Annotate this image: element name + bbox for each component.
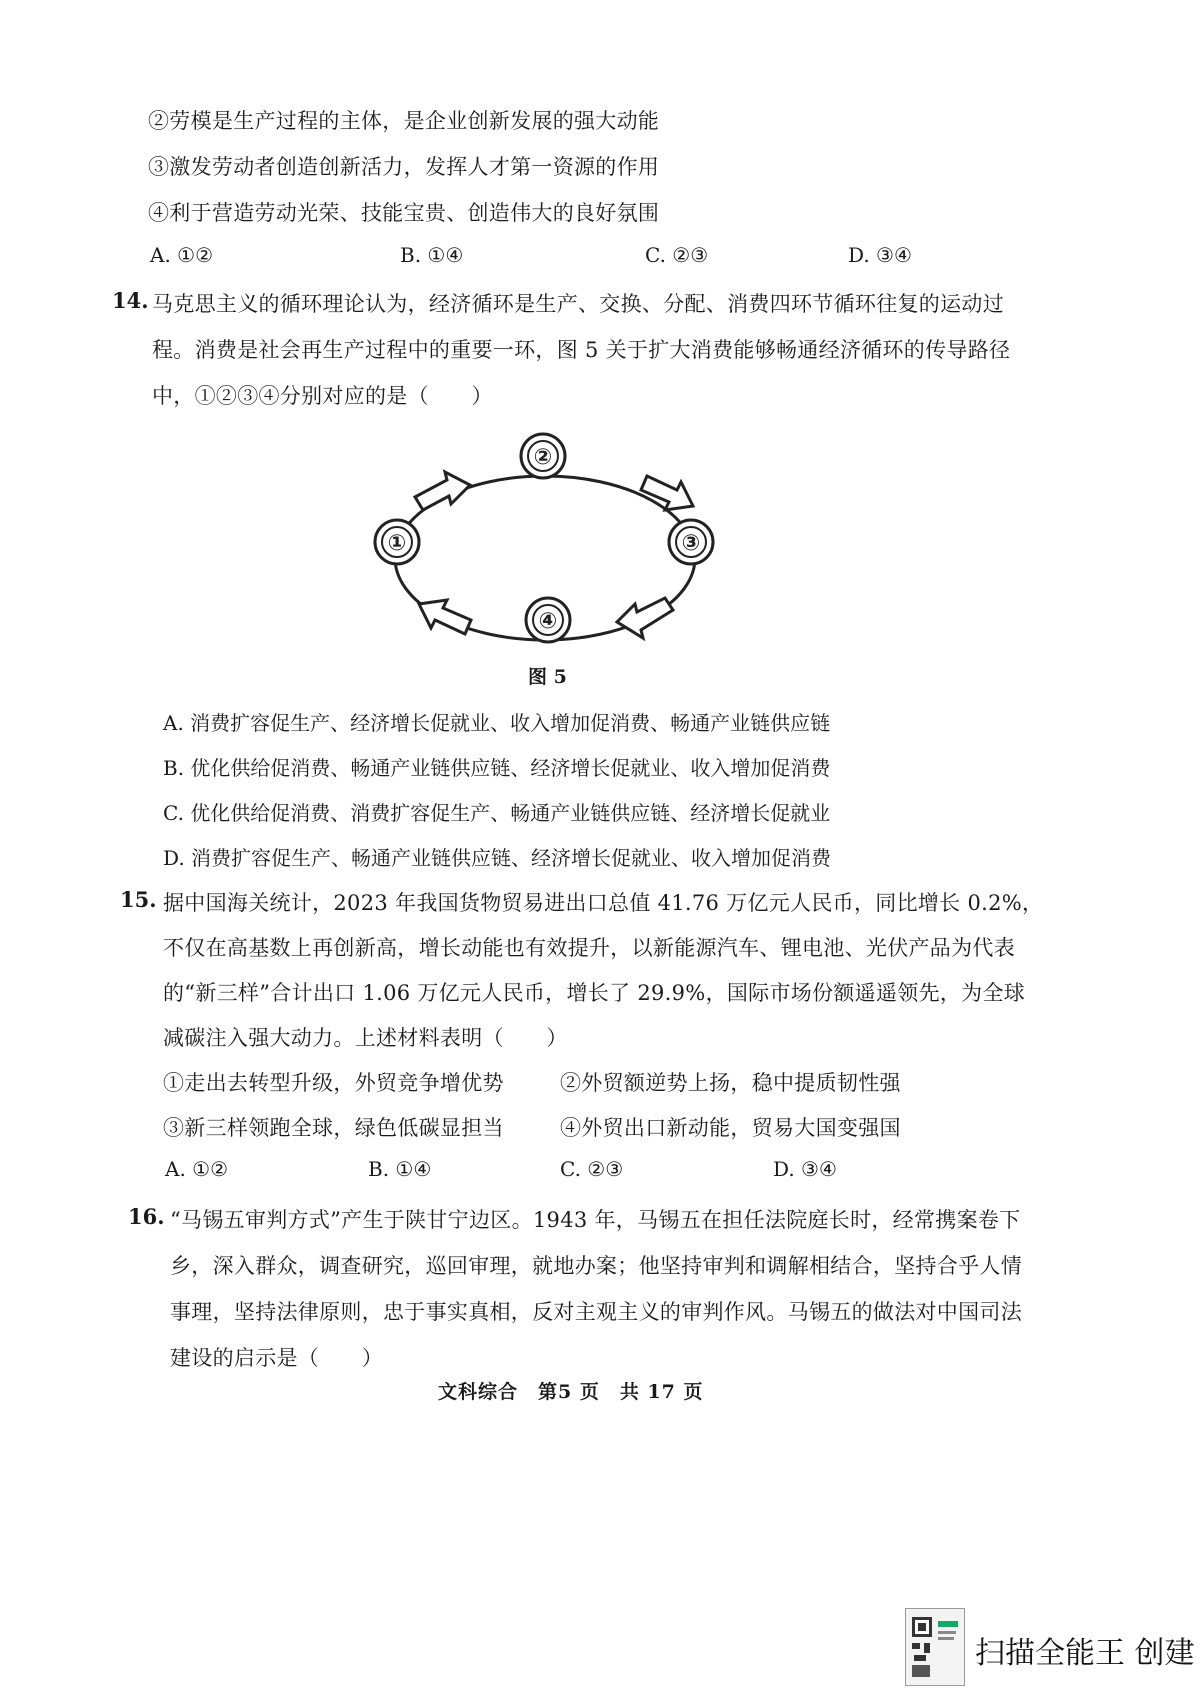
arrow-top-left (415, 472, 470, 510)
q15-item-2: ②外贸额逆势上扬，稳中提质韧性强 (560, 1071, 901, 1095)
node-2-label: ② (533, 445, 553, 470)
node-1-label: ① (387, 531, 407, 556)
q14-option-a: A. 消费扩容促生产、经济增长促就业、收入增加促消费、畅通产业链供应链 (163, 711, 831, 735)
q16-stem-1: “马锡五审判方式”产生于陕甘宁边区。1943 年，马锡五在担任法院庭长时，经常携案卷下 (170, 1208, 1021, 1232)
q15-number: 15. (120, 887, 157, 912)
node-4 (526, 598, 570, 642)
q15-option-a: A. ①② (165, 1157, 229, 1181)
q15-stem-2: 不仅在高基数上再创新高，增长动能也有效提升，以新能源汽车、锂电池、光伏产品为代表 (163, 936, 1015, 960)
q14-stem-2: 程。消费是社会再生产过程中的重要一环，图 5 关于扩大消费能够畅通经济循环的传导路径 (152, 338, 1011, 362)
q15-option-d: D. ③④ (773, 1157, 837, 1181)
q14-stem-1: 马克思主义的循环理论认为，经济循环是生产、交换、分配、消费四环节循环往复的运动过 (152, 292, 1004, 316)
node-3-label: ③ (681, 531, 701, 556)
arrow-top-right (641, 476, 693, 510)
q15-stem-1: 据中国海关统计，2023 年我国货物贸易进出口总值 41.76 万亿元人民币，同比增长 0.2%， (163, 891, 1044, 915)
q14-option-c: C. 优化供给促消费、消费扩容促生产、畅通产业链供应链、经济增长促就业 (163, 801, 831, 825)
node-1 (375, 520, 419, 564)
q15-stem-3: 的“新三样”合计出口 1.06 万亿元人民币，增长了 29.9%，国际市场份额遥遥领先，为全球 (163, 981, 1026, 1005)
q15-item-4: ④外贸出口新动能，贸易大国变强国 (560, 1116, 901, 1140)
node-2 (521, 434, 565, 478)
q13-option-c: C. ②③ (645, 243, 709, 267)
arrow-bottom-right (617, 598, 673, 638)
figure-caption: 图 5 (528, 666, 567, 688)
q15-item-1: ①走出去转型升级，外贸竞争增优势 (163, 1071, 504, 1095)
scanner-logo-icon (905, 1608, 965, 1686)
q14-option-b: B. 优化供给促消费、畅通产业链供应链、经济增长促就业、收入增加促消费 (163, 756, 831, 780)
q13-option-b: B. ①④ (400, 243, 464, 267)
node-4-label: ④ (538, 609, 558, 634)
arrow-bottom-left (419, 600, 471, 634)
q16-stem-3: 事理，坚持法律原则，忠于事实真相，反对主观主义的审判作风。马锡五的做法对中国司法 (170, 1300, 1022, 1324)
q15-item-3: ③新三样领跑全球，绿色低碳显担当 (163, 1116, 504, 1140)
page-footer: 文科综合 第5 页 共 17 页 (438, 1381, 704, 1403)
q13-item-2: ②劳模是生产过程的主体，是企业创新发展的强大动能 (148, 109, 660, 133)
q13-item-4: ④利于营造劳动光荣、技能宝贵、创造伟大的良好氛围 (148, 201, 660, 225)
q15-stem-4: 减碳注入强大动力。上述材料表明（ ） (163, 1026, 568, 1050)
watermark-text: 扫描全能王 创建 (975, 1636, 1195, 1671)
q13-option-a: A. ①② (150, 243, 214, 267)
q16-stem-2: 乡，深入群众，调查研究，巡回审理，就地办案；他坚持审判和调解相结合，坚持合乎人情 (170, 1254, 1022, 1278)
q14-option-d: D. 消费扩容促生产、畅通产业链供应链、经济增长促就业、收入增加促消费 (163, 846, 832, 870)
q15-option-c: C. ②③ (560, 1157, 624, 1181)
q16-number: 16. (128, 1204, 165, 1229)
q13-option-d: D. ③④ (848, 243, 912, 267)
node-3 (669, 520, 713, 564)
q13-item-3: ③激发劳动者创造创新活力，发挥人才第一资源的作用 (148, 155, 660, 179)
q14-number: 14. (112, 288, 149, 313)
q14-stem-3: 中，①②③④分别对应的是（ ） (152, 384, 493, 408)
q15-option-b: B. ①④ (368, 1157, 432, 1181)
cycle-diagram (385, 445, 795, 710)
q16-stem-4: 建设的启示是（ ） (170, 1346, 383, 1370)
